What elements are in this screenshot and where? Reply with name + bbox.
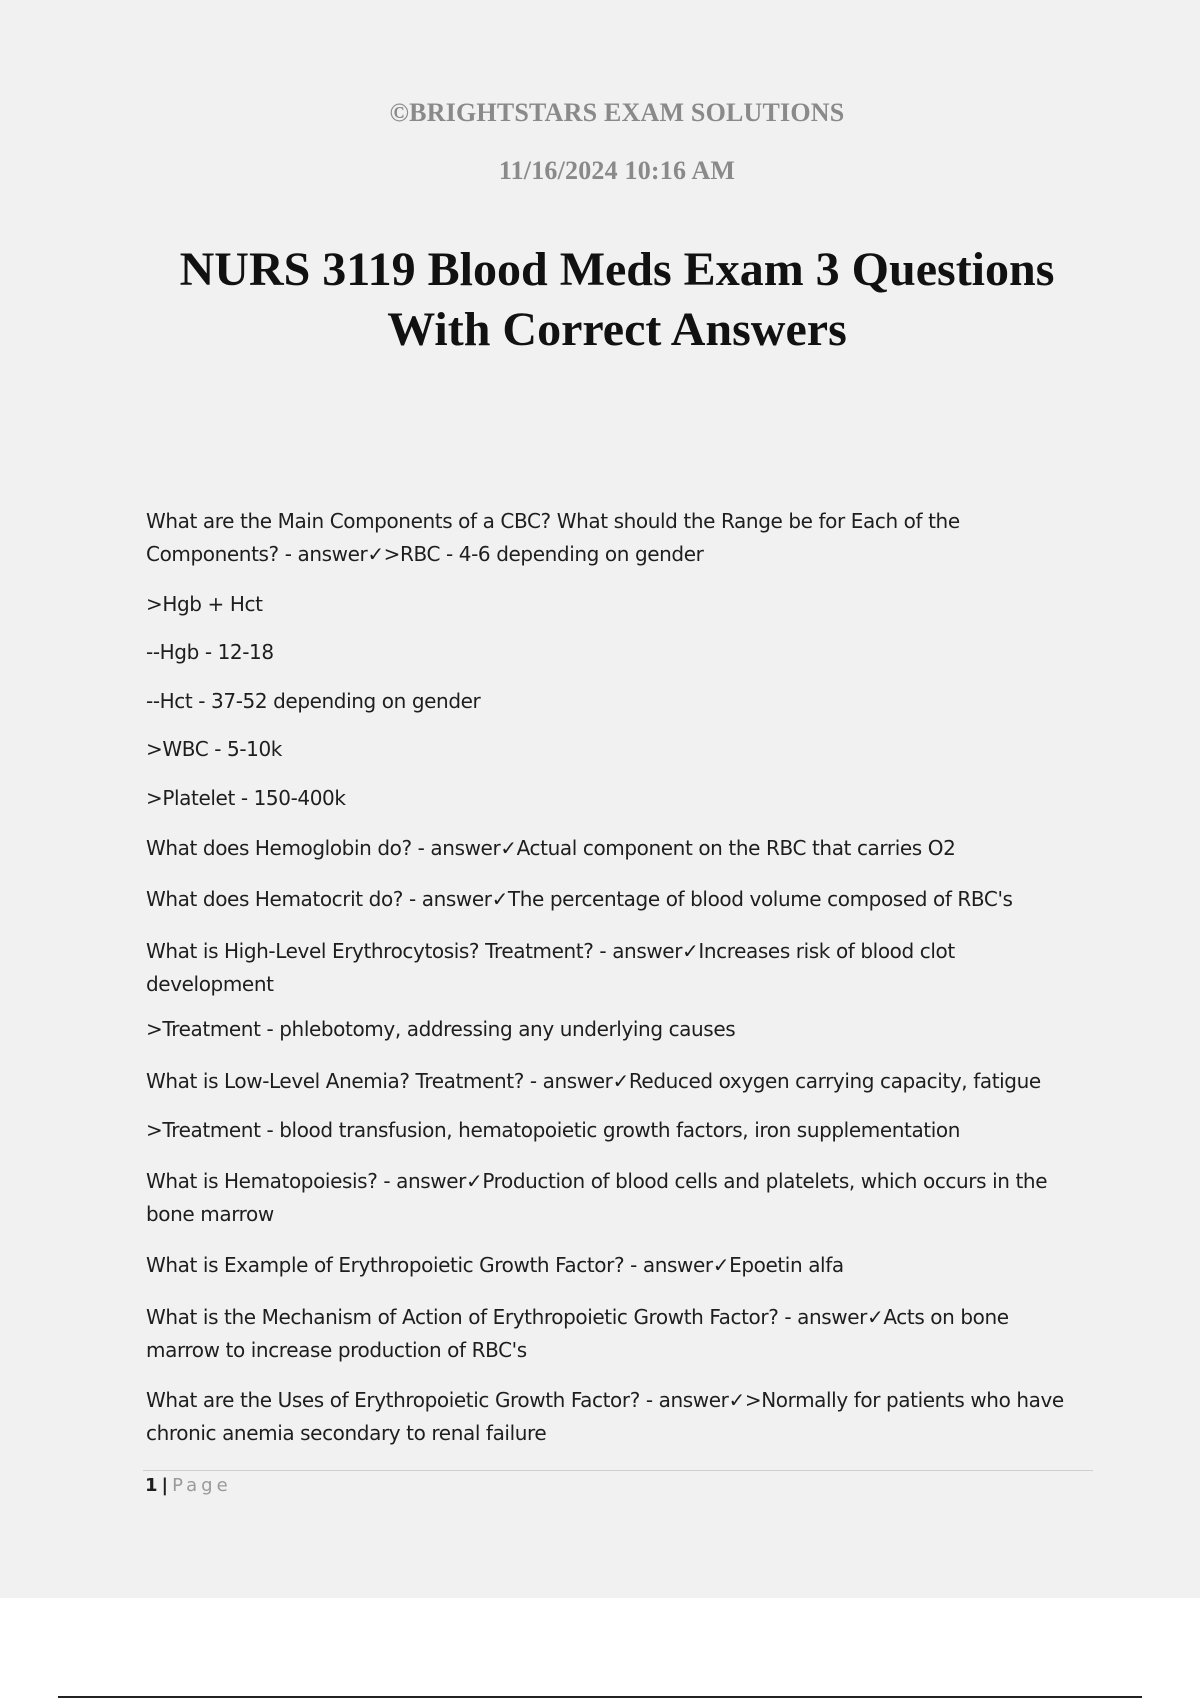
page-separator: | (161, 1475, 169, 1496)
qa-paragraph: What does Hematocrit do? - answer✓The percentage of blood volume composed of RBC's (146, 887, 1013, 911)
qa-paragraph: What is Low-Level Anemia? Treatment? - answer✓Reduced oxygen carrying capacity, fatigue (146, 1069, 1041, 1093)
qa-paragraph: >Platelet - 150-400k (146, 786, 346, 810)
qa-paragraph: What is the Mechanism of Action of Erythropoietic Growth Factor? - answer✓Acts on bone marrow to increase production of RBC's (146, 1305, 1009, 1362)
qa-paragraph: >Treatment - phlebotomy, addressing any underlying causes (146, 1017, 736, 1041)
qa-paragraph: >WBC - 5-10k (146, 737, 282, 761)
title-line-2: With Correct Answers (387, 303, 847, 356)
qa-paragraph: What is Hematopoiesis? - answer✓Production of blood cells and platelets, which occurs in the bone marrow (146, 1169, 1048, 1226)
qa-paragraph: --Hct - 37-52 depending on gender (146, 689, 481, 713)
page-number-footer (145, 1475, 232, 1496)
qa-paragraph: >Treatment - blood transfusion, hematopoietic growth factors, iron supplementation (146, 1118, 961, 1142)
next-page-top-rule (58, 1696, 1142, 1698)
copyright-header: ©BRIGHTSTARS EXAM SOLUTIONS (389, 98, 845, 127)
qa-paragraph: What are the Uses of Erythropoietic Growth Factor? - answer✓>Normally for patients who have chronic anemia secondary to renal failure (146, 1388, 1064, 1445)
qa-paragraph: What does Hemoglobin do? - answer✓Actual component on the RBC that carries O2 (146, 836, 956, 860)
footer-divider (143, 1470, 1093, 1471)
qa-paragraph: --Hgb - 12-18 (146, 640, 274, 664)
page-label: Page (172, 1475, 232, 1496)
title-line-1: NURS 3119 Blood Meds Exam 3 Questions (179, 243, 1055, 296)
qa-paragraph: >Hgb + Hct (146, 592, 263, 616)
qa-paragraph: What are the Main Components of a CBC? What should the Range be for Each of the Components? - answer✓>RBC - 4-6 depending on gender (146, 509, 960, 566)
document-title (0, 240, 1200, 360)
datetime-header: 11/16/2024 10:16 AM (498, 156, 736, 185)
qa-paragraph: What is High-Level Erythrocytosis? Treatment? - answer✓Increases risk of blood clot development (146, 939, 955, 996)
qa-paragraph: What is Example of Erythropoietic Growth Factor? - answer✓Epoetin alfa (146, 1253, 844, 1277)
page-number: 1 (145, 1475, 158, 1496)
